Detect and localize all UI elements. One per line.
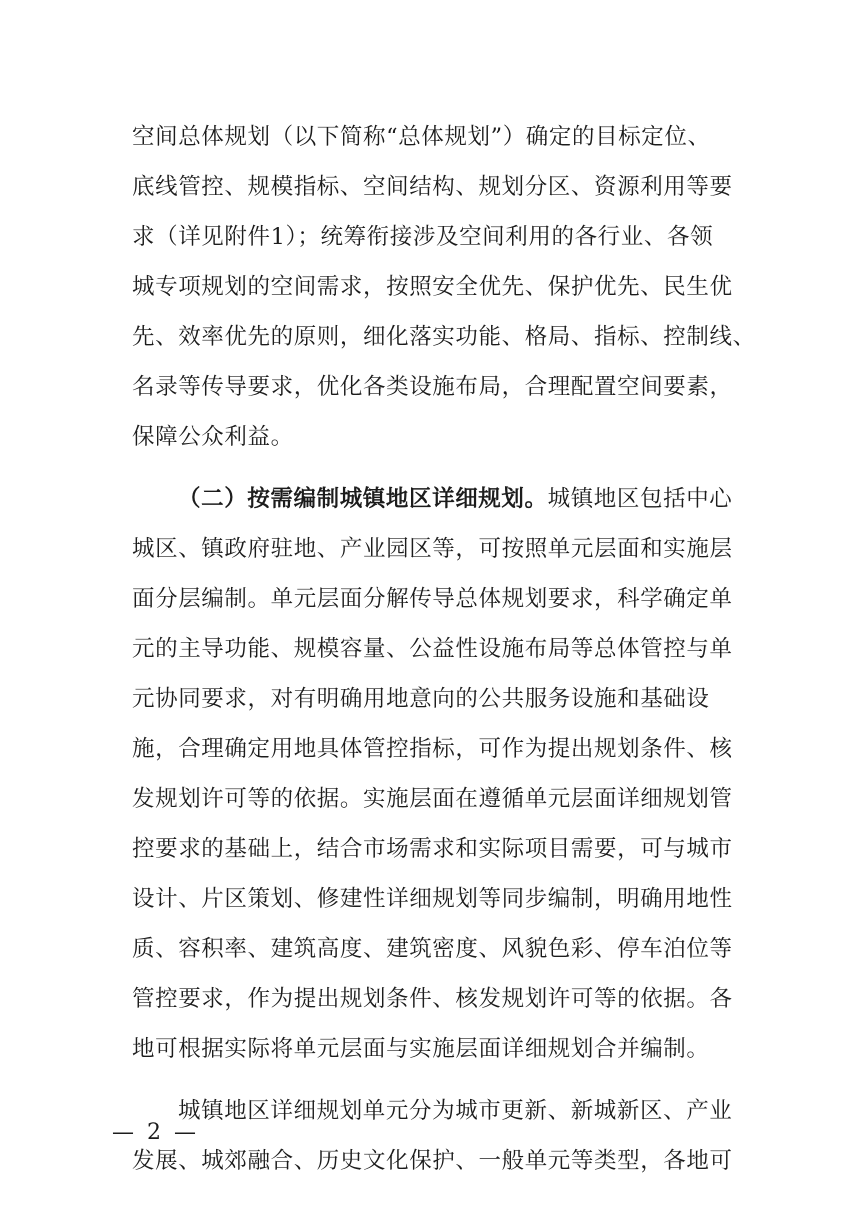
paragraph-gap <box>132 1074 732 1086</box>
text-line: 元的主导功能、规模容量、公益性设施布局等总体管控与单 <box>132 636 733 662</box>
text-line: 求（详见附件1）；统筹衔接涉及空间利用的各行业、各领 <box>132 224 714 250</box>
text-line: 城专项规划的空间需求，按照安全优先、保护优先、民生优 <box>132 274 733 300</box>
text-line: 城镇地区详细规划单元分为城市更新、新城新区、产业 <box>178 1098 733 1124</box>
text-span: 城镇地区包括中心 <box>547 486 733 512</box>
text-line: 名录等传导要求，优化各类设施布局，合理配置空间要素， <box>132 374 733 400</box>
text-line: 城区、镇政府驻地、产业园区等，可按照单元层面和实施层 <box>132 536 733 562</box>
paragraph-section-three <box>132 1086 732 1186</box>
text-line: 空间总体规划（以下简称“总体规划”）确定的目标定位、 <box>132 124 711 150</box>
text-line: 底线管控、规模指标、空间结构、规划分区、资源利用等要 <box>132 174 733 200</box>
text-line: 质、容积率、建筑高度、建筑密度、风貌色彩、停车泊位等 <box>132 936 733 962</box>
text-line: 地可根据实际将单元层面与实施层面详细规划合并编制。 <box>132 1036 710 1062</box>
text-line <box>132 474 732 524</box>
text-line: 保障公众利益。 <box>132 424 294 450</box>
paragraph-gap <box>132 462 732 474</box>
text-line: 先、效率优先的原则，细化落实功能、格局、指标、控制线、 <box>132 324 756 350</box>
text-line: 面分层编制。单元层面分解传导总体规划要求，科学确定单 <box>132 586 733 612</box>
text-line: 发展、城郊融合、历史文化保护、一般单元等类型，各地可 <box>132 1148 733 1174</box>
text-line: 发规划许可等的依据。实施层面在遵循单元层面详细规划管 <box>132 786 733 812</box>
text-line: 管控要求，作为提出规划条件、核发规划许可等的依据。各 <box>132 986 733 1012</box>
text-line: 设计、片区策划、修建性详细规划等同步编制，明确用地性 <box>132 886 733 912</box>
text-line: 元协同要求，对有明确用地意向的公共服务设施和基础设 <box>132 686 710 712</box>
document-body <box>132 112 756 1186</box>
paragraph-section-two <box>132 474 732 1074</box>
text-line: 控要求的基础上，结合市场需求和实际项目需要，可与城市 <box>132 836 733 862</box>
section-heading: （二）按需编制城镇地区详细规划。 <box>178 486 548 512</box>
paragraph-continued <box>132 112 756 462</box>
page-number: — 2 — <box>112 1120 199 1145</box>
text-line: 施，合理确定用地具体管控指标，可作为提出规划条件、核 <box>132 736 733 762</box>
